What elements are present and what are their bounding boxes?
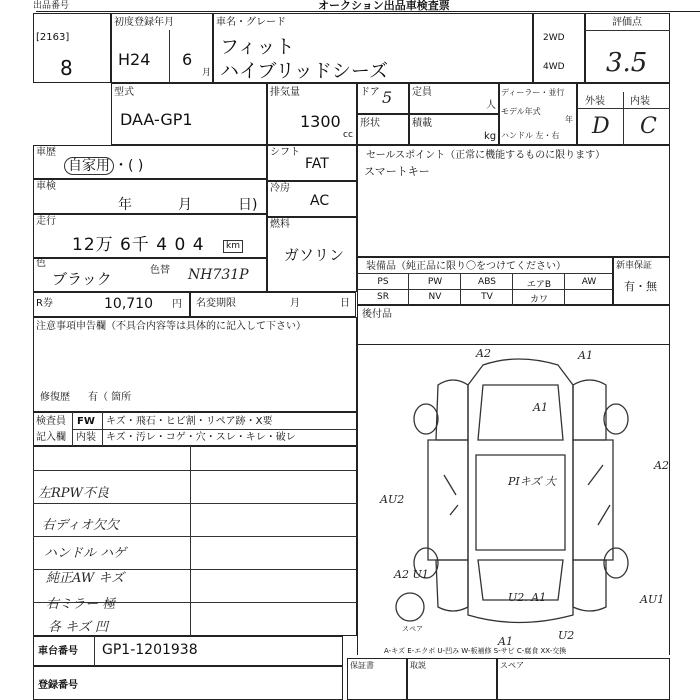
model-year-label: モデル年式 [501, 107, 541, 116]
inspection-month: 月 [178, 197, 192, 213]
mark-u2-a1: U2. A1 [508, 591, 547, 604]
recycle-label: R券 [36, 298, 53, 309]
name-change-month: 月 [290, 298, 300, 309]
model-name-label: 車名・グレード [216, 17, 286, 28]
divider [357, 289, 613, 290]
divider [33, 536, 357, 537]
aircon-value: AC [310, 193, 330, 209]
equip-tv: TV [481, 292, 493, 302]
note-line-1: 左RPW不良 [38, 486, 109, 501]
sales-points-box [357, 145, 670, 257]
divider [585, 30, 670, 31]
top-left-label: 出品番号 [33, 1, 70, 11]
note-line-6: 各 キズ 凹 [48, 620, 109, 635]
equip-aw: AW [581, 277, 597, 287]
registration-year: H24 [118, 50, 151, 69]
usage-value: 自家用 ・( ) [64, 155, 143, 175]
fuel-value: ガソリン [284, 246, 345, 264]
note-line-3: ハンドル ハゲ [44, 546, 127, 561]
equip-ps: PS [377, 277, 389, 287]
color-code-label: 色替 [150, 265, 170, 276]
doors-label: ドア [360, 87, 380, 98]
aircon-label: 冷房 [270, 183, 290, 194]
score-value: 3.5 [606, 48, 648, 78]
mark-a1-roof: A1 [533, 401, 548, 414]
displacement-value: 1300 [300, 112, 341, 131]
bottom-box-1-label: 保証書 [350, 661, 374, 670]
repair-label: 修復歴 [40, 392, 70, 403]
registration-month: 6 [182, 50, 193, 69]
sales-point-item: スマートキー [364, 165, 430, 178]
equip-nv: NV [428, 292, 442, 302]
mileage-unit: km [223, 240, 243, 253]
lot-number-big: 8 [60, 56, 73, 80]
mileage-value: 12万 6千 4 0 4 [72, 235, 205, 255]
inspection-day: 日) [238, 197, 258, 213]
bottom-box-2-label: 取説 [410, 661, 426, 670]
usage-label: 車歴 [36, 147, 56, 158]
sales-points-label: セールスポイント（正常に機能するものに限ります） [366, 150, 606, 161]
damage-diagram [357, 345, 670, 655]
int-grade-value: C [640, 114, 657, 139]
load-label: 積載 [412, 118, 432, 129]
mark-u2-bottom: U2 [558, 629, 575, 642]
plate-box [33, 666, 343, 700]
spare-label: スペア [402, 625, 423, 633]
drive-2wd: 2WD [543, 33, 565, 43]
fw-label: FW [77, 416, 95, 427]
fw-text: キズ・飛石・ヒビ割・リペア跡・X要 [106, 416, 273, 427]
equipment-label: 装備品（純正品に限り〇をつけてください） [366, 261, 566, 272]
divider [33, 503, 357, 504]
chassis-label: 車台番号 [38, 646, 78, 657]
divider [33, 470, 357, 471]
mark-a1-bottom: A1 [498, 635, 513, 648]
equip-leather: カワ [529, 295, 548, 305]
capacity-unit: 人 [486, 100, 496, 111]
new-warranty-value: 有・無 [624, 280, 657, 293]
shift-label: シフト [270, 147, 300, 158]
month-unit: 月 [202, 68, 212, 78]
note-line-4: 純正AW キズ [46, 571, 125, 586]
dealer-label: ディーラー・並行 [501, 88, 565, 97]
inspection-year: 年 [118, 197, 132, 213]
divider [72, 429, 357, 430]
plate-label: 登録番号 [38, 680, 78, 691]
mark-pi-center: PIキズ 大 [508, 475, 557, 488]
equip-abs: ABS [478, 277, 496, 287]
int-text: キズ・汚レ・コゲ・穴・スレ・キレ・破レ [106, 432, 296, 443]
color-label: 色 [36, 258, 46, 269]
mark-a1-top: A1 [578, 349, 593, 362]
inspector-label1: 検査員 [36, 416, 66, 427]
load-unit: kg [484, 131, 497, 142]
notes-label: 注意事項申告欄（不具合内容等は具体的に記入して下さい） [36, 321, 306, 332]
recycle-unit: 円 [172, 299, 182, 310]
car-outline-svg [358, 345, 671, 655]
damage-legend: A-キズ E-エクボ U-凹み W-板補修 S-サビ C-腐食 XX-交換 [384, 647, 567, 655]
model-name-line2: ハイブリッドシーズ [220, 60, 388, 82]
color-value: ブラック [52, 270, 112, 288]
bottom-box-3-label: スペア [500, 661, 524, 670]
color-code: NH731P [188, 267, 249, 283]
ext-label: 外装 [585, 96, 605, 107]
model-name-line1: フィット [220, 36, 295, 58]
type-label: 型式 [114, 87, 134, 98]
name-change-label: 名変期限 [196, 298, 236, 309]
mark-a2-right: A2 [654, 459, 669, 472]
divider [408, 273, 409, 305]
recycle-value: 10,710 [104, 296, 153, 312]
mark-au2-left: AU2 [380, 493, 405, 506]
new-warranty-label: 新車保証 [616, 261, 653, 271]
divider [577, 108, 670, 109]
note-line-5: 右ミラー 極 [46, 597, 116, 612]
divider [512, 273, 513, 305]
aftermarket-box [357, 305, 670, 345]
ext-grade-value: D [592, 114, 610, 139]
fuel-label: 燃料 [270, 219, 290, 230]
divider [564, 273, 565, 305]
inspector-label2: 記入欄 [36, 432, 66, 443]
drive-4wd: 4WD [543, 62, 565, 72]
mark-a2-u1: A2 U1 [394, 568, 429, 581]
type-value: DAA-GP1 [120, 110, 193, 129]
repair-value: 有（ 箇所 [88, 392, 132, 403]
doors-value: 5 [382, 88, 393, 107]
equip-airbag: エアB [526, 280, 552, 290]
year-unit: 年 [565, 115, 573, 124]
displacement-label: 排気量 [270, 87, 300, 98]
banner-title: オークション出品車検査票 [318, 0, 450, 12]
registration-label: 初度登録年月 [114, 17, 174, 28]
inspection-label: 車検 [36, 181, 56, 192]
chassis-value: GP1-1201938 [102, 642, 198, 658]
inspection-box [33, 179, 267, 214]
mark-au1: AU1 [640, 593, 665, 606]
note-line-2: 右ディオ欠欠 [42, 518, 119, 533]
int-label: 内装 [630, 96, 650, 107]
mark-a2-top: A2 [476, 347, 491, 360]
divider [190, 446, 191, 636]
score-label: 評価点 [612, 17, 642, 28]
shift-value: FAT [305, 156, 329, 172]
divider [169, 30, 170, 83]
equip-sr: SR [377, 292, 389, 302]
name-change-day: 日 [340, 298, 350, 309]
aftermarket-label: 後付品 [362, 309, 392, 320]
equip-pw: PW [427, 277, 443, 287]
int-label-row: 内装 [76, 432, 96, 443]
handle-label: ハンドル 左・右 [501, 131, 560, 140]
mileage-label: 走行 [36, 216, 56, 227]
divider [623, 92, 624, 145]
divider [357, 273, 613, 274]
displacement-unit: cc [343, 130, 353, 140]
lot-number: [2163] [36, 32, 70, 43]
shape-label: 形状 [360, 118, 380, 129]
divider [460, 273, 461, 305]
capacity-label: 定員 [412, 87, 432, 98]
